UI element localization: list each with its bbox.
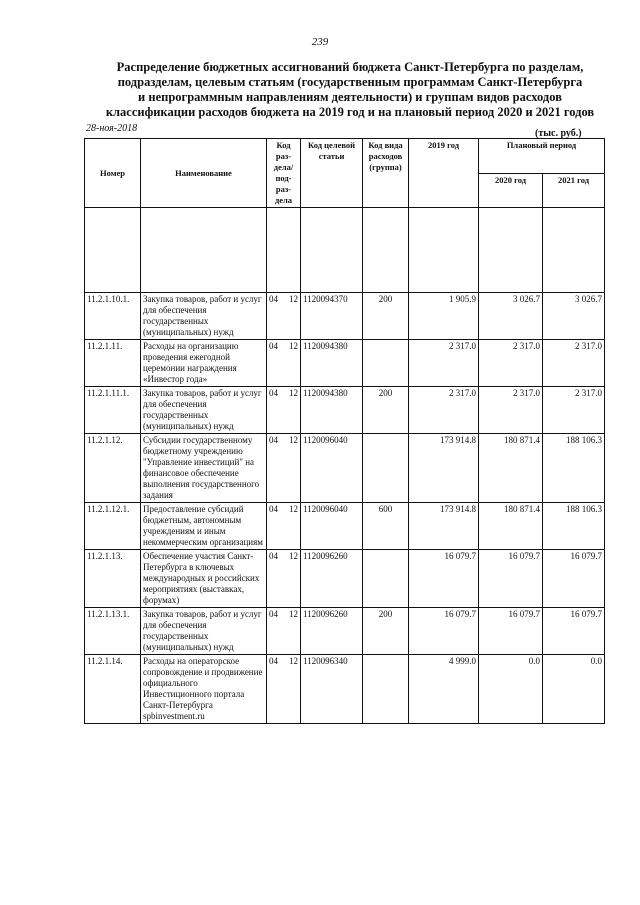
cell-2019: 173 914.8 [409, 434, 479, 503]
cell-target: 1120096340 [301, 655, 363, 724]
cell-target: 1120094380 [301, 340, 363, 387]
table-row [85, 503, 605, 550]
cell-kind [363, 655, 409, 724]
header-spacer [85, 208, 605, 293]
cell-name: Закупка товаров, работ и услуг для обеспечения государственных (муниципальных) нужд [141, 608, 267, 655]
cell-2021: 188 106.3 [543, 503, 605, 550]
cell-2020: 180 871.4 [479, 503, 543, 550]
cell-target: 1120096040 [301, 434, 363, 503]
cell-name: Закупка товаров, работ и услуг для обеспечения государственных (муниципальных) нужд [141, 387, 267, 434]
cell-2021: 3 026.7 [543, 293, 605, 340]
cell-2019: 16 079.7 [409, 608, 479, 655]
header-kind: Код вида расходов (группа) [363, 139, 409, 208]
cell-target: 1120096040 [301, 503, 363, 550]
header-2019: 2019 год [409, 139, 479, 208]
cell-name: Расходы на операторское сопровождение и продвижение официального Инвестиционного портала Санкт-Петербурга spbinvestment.ru [141, 655, 267, 724]
header-section: Код раз-дела/ под-раз-дела [267, 139, 301, 208]
cell-target: 1120096260 [301, 608, 363, 655]
cell-subsection: 12 [279, 503, 301, 550]
cell-2020: 2 317.0 [479, 340, 543, 387]
cell-2019: 4 999.0 [409, 655, 479, 724]
cell-name: Предоставление субсидий бюджетным, автономным учреждениям и иным некоммерческим организациям [141, 503, 267, 550]
cell-subsection: 12 [279, 655, 301, 724]
table-row [85, 655, 605, 724]
cell-name: Расходы на организацию проведения ежегодной церемонии награждения «Инвестор года» [141, 340, 267, 387]
cell-number: 11.2.1.13. [85, 550, 141, 608]
cell-2019: 2 317.0 [409, 340, 479, 387]
cell-number: 11.2.1.10.1. [85, 293, 141, 340]
cell-subsection: 12 [279, 293, 301, 340]
cell-subsection: 12 [279, 550, 301, 608]
cell-kind: 200 [363, 293, 409, 340]
cell-kind [363, 550, 409, 608]
table-row [85, 434, 605, 503]
page-number: 239 [311, 36, 329, 48]
header-2020: 2020 год [479, 173, 543, 208]
cell-section: 04 [267, 340, 279, 387]
cell-kind [363, 434, 409, 503]
title-line: подразделам, целевым статьям (государственным программам Санкт-Петербурга [117, 75, 583, 89]
header-2021: 2021 год [543, 173, 605, 208]
cell-number: 11.2.1.11. [85, 340, 141, 387]
document-date: 28-ноя-2018 [86, 123, 138, 134]
cell-2019: 2 317.0 [409, 387, 479, 434]
header-target: Код целевой статьи [301, 139, 363, 208]
cell-2020: 16 079.7 [479, 550, 543, 608]
cell-number: 11.2.1.12. [85, 434, 141, 503]
cell-target: 1120094370 [301, 293, 363, 340]
cell-kind [363, 340, 409, 387]
document-title [90, 60, 610, 120]
cell-2020: 180 871.4 [479, 434, 543, 503]
cell-name: Обеспечение участия Санкт-Петербурга в ключевых международных и российских мероприятиях (выставках, форумах) [141, 550, 267, 608]
header-number: Номер [85, 139, 141, 208]
cell-2020: 0.0 [479, 655, 543, 724]
cell-2020: 2 317.0 [479, 387, 543, 434]
cell-2019: 1 905.9 [409, 293, 479, 340]
cell-number: 11.2.1.12.1. [85, 503, 141, 550]
cell-subsection: 12 [279, 608, 301, 655]
table-row [85, 550, 605, 608]
cell-2021: 2 317.0 [543, 387, 605, 434]
table-row [85, 387, 605, 434]
cell-section: 04 [267, 434, 279, 503]
cell-kind: 200 [363, 608, 409, 655]
cell-name: Субсидии государственному бюджетному учреждению "Управление инвестиций" на финансовое обеспечение выполнения государственного задания [141, 434, 267, 503]
header-name: Наименование [141, 139, 267, 208]
cell-kind: 600 [363, 503, 409, 550]
cell-section: 04 [267, 293, 279, 340]
cell-number: 11.2.1.13.1. [85, 608, 141, 655]
cell-section: 04 [267, 387, 279, 434]
cell-section: 04 [267, 550, 279, 608]
cell-number: 11.2.1.14. [85, 655, 141, 724]
table-row [85, 293, 605, 340]
cell-2021: 16 079.7 [543, 608, 605, 655]
header-planned: Плановый период [479, 139, 605, 174]
budget-table [84, 138, 605, 724]
cell-subsection: 12 [279, 340, 301, 387]
cell-target: 1120096260 [301, 550, 363, 608]
cell-2021: 0.0 [543, 655, 605, 724]
title-line: Распределение бюджетных ассигнований бюджета Санкт-Петербурга по разделам, [116, 60, 584, 74]
cell-target: 1120094380 [301, 387, 363, 434]
cell-2019: 16 079.7 [409, 550, 479, 608]
cell-2021: 2 317.0 [543, 340, 605, 387]
cell-subsection: 12 [279, 387, 301, 434]
cell-2019: 173 914.8 [409, 503, 479, 550]
unit-label: (тыс. руб.) [535, 128, 582, 139]
cell-section: 04 [267, 608, 279, 655]
cell-2021: 188 106.3 [543, 434, 605, 503]
cell-number: 11.2.1.11.1. [85, 387, 141, 434]
cell-2020: 16 079.7 [479, 608, 543, 655]
title-line: и непрограммным направлениям деятельности) и группам видов расходов [138, 90, 562, 104]
cell-2021: 16 079.7 [543, 550, 605, 608]
title-line: классификации расходов бюджета на 2019 год и на плановый период 2020 и 2021 годов [105, 105, 595, 119]
cell-kind: 200 [363, 387, 409, 434]
table-row [85, 340, 605, 387]
cell-subsection: 12 [279, 434, 301, 503]
cell-section: 04 [267, 503, 279, 550]
cell-2020: 3 026.7 [479, 293, 543, 340]
table-row [85, 608, 605, 655]
cell-name: Закупка товаров, работ и услуг для обеспечения государственных (муниципальных) нужд [141, 293, 267, 340]
cell-section: 04 [267, 655, 279, 724]
